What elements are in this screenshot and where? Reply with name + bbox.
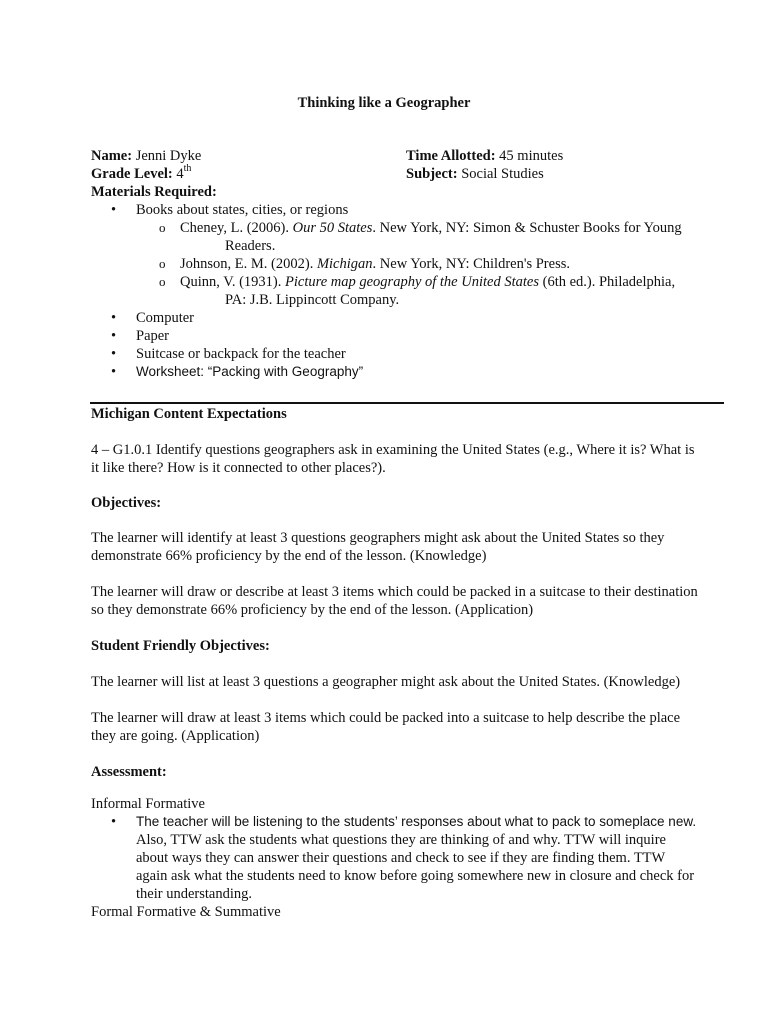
reference-item: o Quinn, V. (1931). Picture map geography of the United States (6th ed.). Philadelphia, PA: J.B. Lippincott Company. [159,274,676,308]
student-objectives-heading: Student Friendly Objectives: [91,638,270,654]
section-divider [90,402,724,404]
list-item: • Computer [111,310,194,326]
circle-bullet-icon: o [159,274,166,289]
subject-field: Subject: Social Studies [406,166,544,182]
student-objective-2: The learner will draw at least 3 items which could be packed into a suitcase to help describe the place they are going. (Application) [91,710,681,744]
reference-item: o Johnson, E. M. (2002). Michigan. New York, NY: Children's Press. [159,256,570,272]
list-item: • Paper [111,328,170,344]
bullet-icon: • [111,310,117,326]
bullet-icon: • [111,364,117,380]
assessment-heading: Assessment: [91,764,167,780]
objective-1: The learner will identify at least 3 questions geographers might ask about the United States so they demonstrate 66% proficiency by the end of the lesson. (Knowledge) [91,530,665,564]
formal-formative-label: Formal Formative & Summative [91,904,281,920]
mce-heading: Michigan Content Expectations [91,406,287,422]
name-field: Name: Jenni Dyke [91,148,202,164]
list-item: • Worksheet: “Packing with Geography” [111,364,364,380]
list-item: • Books about states, cities, or regions [111,202,349,218]
objective-2: The learner will draw or describe at least 3 items which could be packed in a suitcase to their destination so they demonstrate 66% proficiency by the end of the lesson. (Application) [91,584,698,618]
informal-formative-item: • The teacher will be listening to the students’ responses about what to pack to someplace new. Also, TTW ask the students what questions they are thinking of and why. TTW will inquire about ways they can answer their questions and check to see if they are finding them. TTW again ask what the students need to know before going somewhere new in closure and check for their understanding. [111,814,697,902]
materials-list [91,201,731,381]
bullet-icon: • [111,346,117,362]
bullet-icon: • [111,814,117,830]
informal-formative-label: Informal Formative [91,796,205,812]
reference-item: o Cheney, L. (2006). Our 50 States. New York, NY: Simon & Schuster Books for Young Readers. [159,220,682,254]
bullet-icon: • [111,328,117,344]
bullet-icon: • [111,202,117,218]
mce-text: 4 – G1.0.1 Identify questions geographers ask in examining the United States (e.g., Where it is? What is it like there? How is it connected to other places?). [91,442,695,476]
materials-heading: Materials Required: [91,184,217,200]
objectives-heading: Objectives: [91,495,162,511]
student-objective-1: The learner will list at least 3 questions a geographer might ask about the United States. (Knowledge) [91,674,681,690]
document-title: Thinking like a Geographer [297,95,471,111]
grade-level-field: Grade Level: 4th [91,163,192,182]
time-allotted-field: Time Allotted: 45 minutes [406,148,564,164]
circle-bullet-icon: o [159,220,166,235]
lesson-info [91,147,731,201]
circle-bullet-icon: o [159,256,166,271]
list-item: • Suitcase or backpack for the teacher [111,346,346,362]
